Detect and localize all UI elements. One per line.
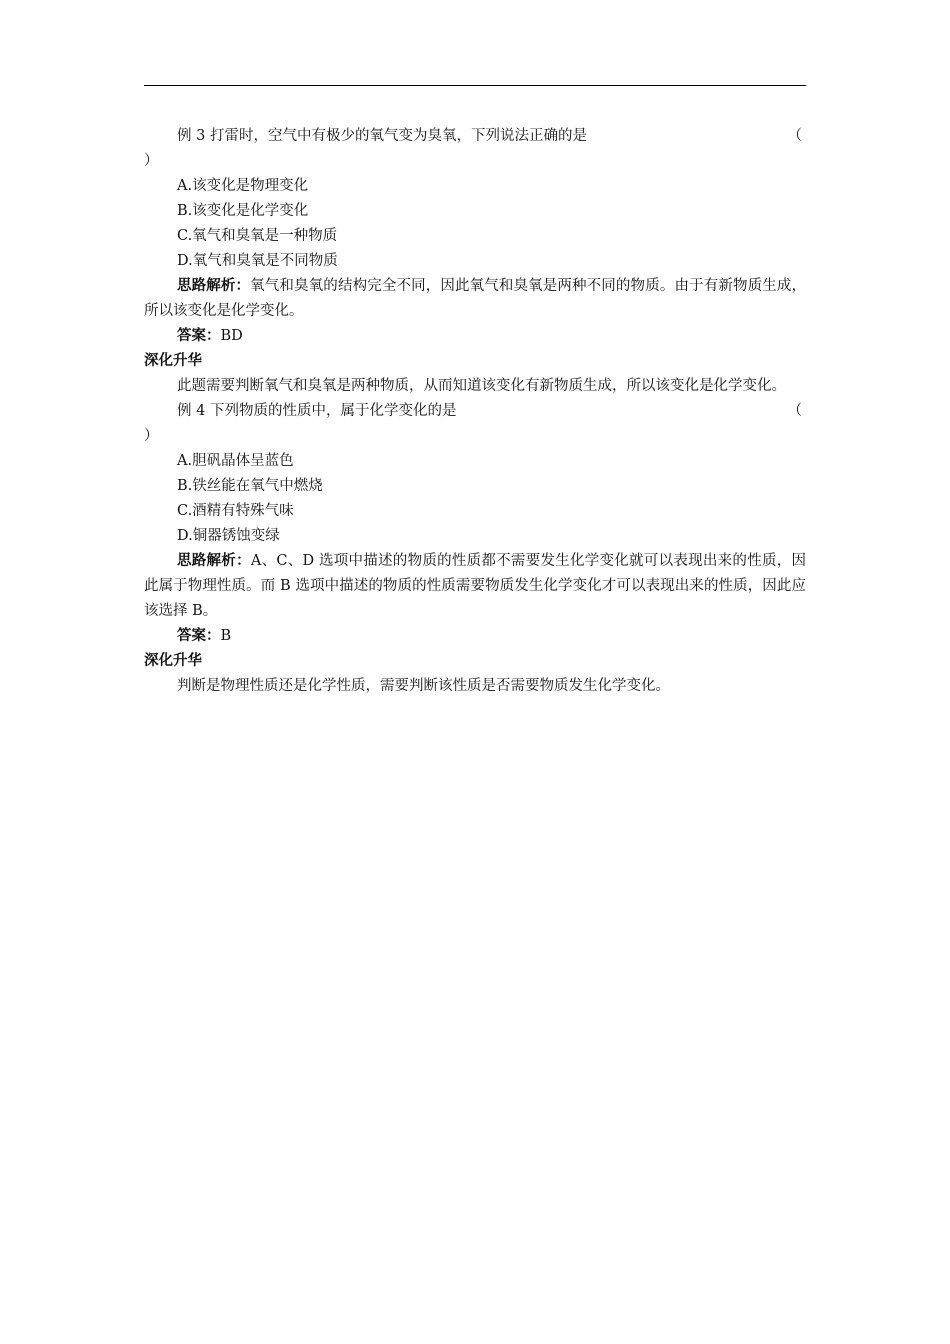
example-3-answer-value: BD xyxy=(220,328,243,344)
example-3-option-d: D.氧气和臭氧是不同物质 xyxy=(177,253,338,269)
example-4-option-a: A.胆矾晶体呈蓝色 xyxy=(177,453,294,469)
example-3-option-c: C.氧气和臭氧是一种物质 xyxy=(177,228,338,244)
example-4-analysis-text: A、C、D 选项中描述的物质的性质都不需要发生化学变化就可以表现出来的性质，因此属于物理性质。而 B 选项中描述的物质的性质需要物质发生化学变化才可以表现出来的性质，因此应该选择 B。 xyxy=(144,553,806,619)
example-4-option-d: D.铜器锈蚀变绿 xyxy=(177,528,280,544)
example-3-analysis xyxy=(144,274,806,324)
example-3-paren-close: ） xyxy=(144,153,159,169)
example-4-deepen-text: 判断是物理性质还是化学性质，需要判断该性质是否需要物质发生化学变化。 xyxy=(177,678,670,694)
example-3-question-text: 例 3 打雷时，空气中有极少的氧气变为臭氧，下列说法正确的是 xyxy=(177,128,587,144)
example-3-deepen-text: 此题需要判断氧气和臭氧是两种物质，从而知道该变化有新物质生成，所以该变化是化学变化。 xyxy=(177,378,786,394)
example-4-analysis xyxy=(144,549,806,624)
header-rule xyxy=(144,85,806,86)
example-4-option-c: C.酒精有特殊气味 xyxy=(177,503,294,519)
example-4-option-b: B.铁丝能在氧气中燃烧 xyxy=(177,478,323,494)
example-3-deepen-heading: 深化升华 xyxy=(144,353,202,369)
example-4-answer xyxy=(144,624,806,649)
example-4-paren-close: ） xyxy=(144,428,159,444)
document-body xyxy=(144,124,806,699)
example-3-answer-label: 答案： xyxy=(177,328,221,344)
example-3-paren-open: （ xyxy=(787,128,802,144)
example-4-answer-value: B xyxy=(220,628,232,644)
example-4-question-text: 例 4 下列物质的性质中，属于化学变化的是 xyxy=(177,403,457,419)
example-3-analysis-text: 氧气和臭氧的结构完全不同，因此氧气和臭氧是两种不同的物质。由于有新物质生成，所以该变化是化学变化。 xyxy=(144,278,806,319)
example-3-option-a: A.该变化是物理变化 xyxy=(177,178,309,194)
example-3-analysis-label: 思路解析： xyxy=(177,278,251,294)
example-3-answer xyxy=(144,324,806,349)
example-3-option-b: B.该变化是化学变化 xyxy=(177,203,309,219)
example-4-question xyxy=(144,399,806,424)
example-3-question xyxy=(144,124,806,149)
example-4-analysis-label: 思路解析： xyxy=(177,553,251,569)
example-4-deepen-heading: 深化升华 xyxy=(144,653,202,669)
example-4-answer-label: 答案： xyxy=(177,628,221,644)
example-4-paren-open: （ xyxy=(787,403,802,419)
